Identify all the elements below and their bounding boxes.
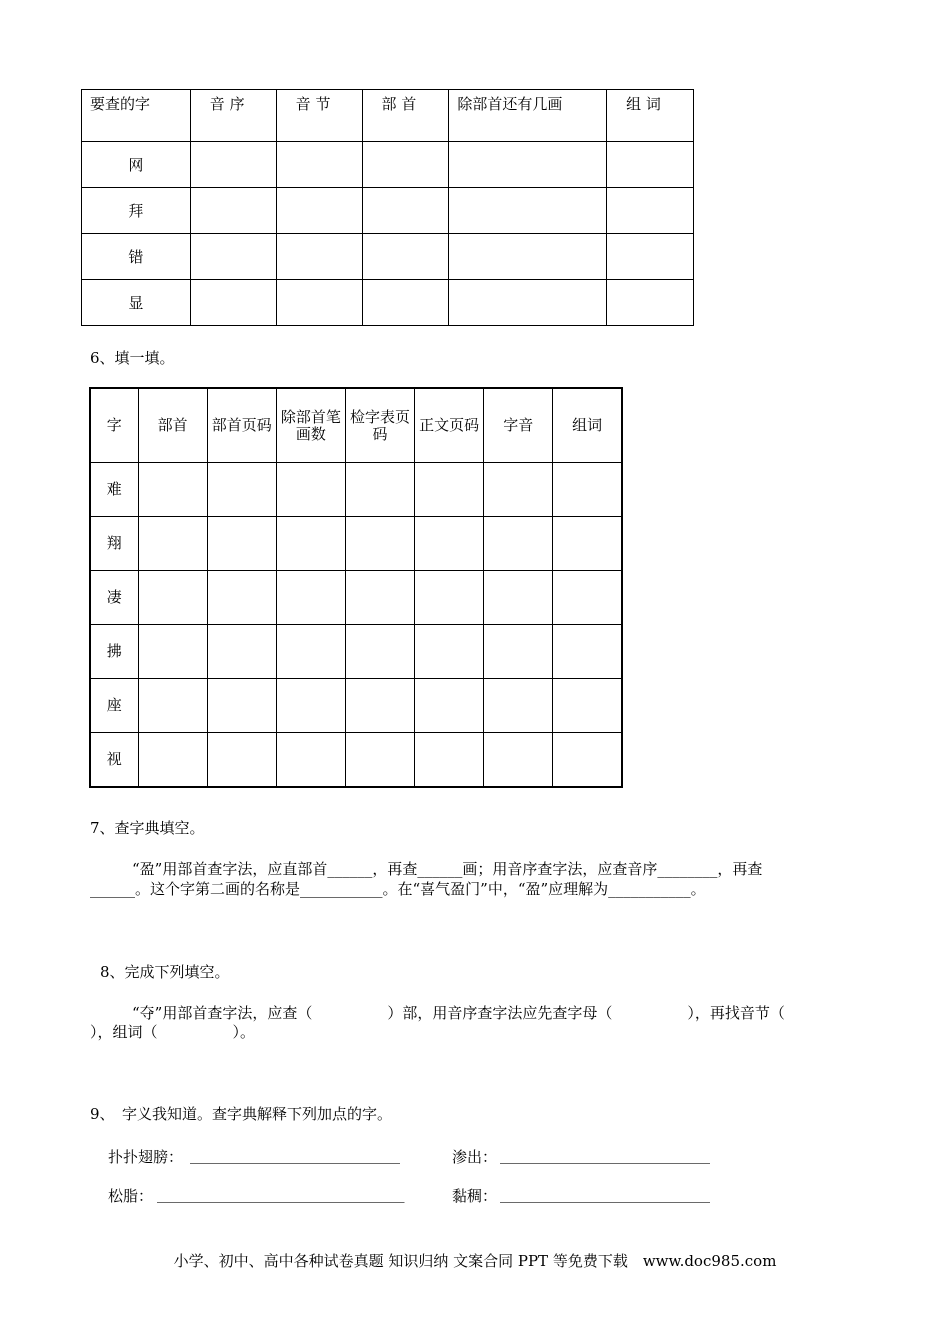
q9-item-label: 黏稠： xyxy=(452,1187,498,1205)
blank-cell[interactable] xyxy=(484,625,553,679)
header-cell: 检字表页码 xyxy=(345,388,414,463)
blank-cell[interactable] xyxy=(449,142,607,188)
blank-cell[interactable] xyxy=(415,625,484,679)
table-row xyxy=(90,463,622,517)
q6-title: 6、填一填。 xyxy=(90,349,175,367)
blank-cell[interactable] xyxy=(415,463,484,517)
header-cell: 部 首 xyxy=(362,90,449,142)
char-cell: 拜 xyxy=(82,188,191,234)
header-cell: 组词 xyxy=(553,388,622,463)
blank-cell[interactable] xyxy=(484,733,553,788)
q7-line-2: ______。这个字第二画的名称是___________。在“喜气盈门”中，“盈”应理解为___________。 xyxy=(90,880,706,898)
blank-cell[interactable] xyxy=(362,280,449,326)
blank-cell[interactable] xyxy=(276,733,345,788)
table-row xyxy=(82,142,694,188)
table-row xyxy=(90,517,622,571)
blank-cell[interactable] xyxy=(207,733,276,788)
blank-cell[interactable] xyxy=(276,188,362,234)
q7-line-1: “盈”用部首查字法，应直部首______，再查______画；用音序查字法，应查音序________，再查 xyxy=(132,860,763,878)
header-cell: 除部首笔画数 xyxy=(276,388,345,463)
q8-title: 8、完成下列填空。 xyxy=(100,963,230,981)
blank-cell[interactable] xyxy=(276,679,345,733)
blank-cell[interactable] xyxy=(138,625,207,679)
q9-answer-line[interactable]: _________________________________ xyxy=(157,1185,405,1203)
blank-cell[interactable] xyxy=(276,463,345,517)
blank-cell[interactable] xyxy=(276,142,362,188)
q7-title: 7、查字典填空。 xyxy=(90,819,205,837)
blank-cell[interactable] xyxy=(553,733,622,788)
blank-cell[interactable] xyxy=(207,517,276,571)
q9-answer-line[interactable]: ____________________________ xyxy=(500,1185,710,1203)
blank-cell[interactable] xyxy=(553,517,622,571)
blank-cell[interactable] xyxy=(276,571,345,625)
footer-text: 小学、初中、高中各种试卷真题 知识归纳 文案合同 PPT 等免费下载 www.doc985.com xyxy=(173,1252,777,1270)
table-row xyxy=(90,571,622,625)
char-cell: 网 xyxy=(82,142,191,188)
q8-line-2: ），组词（ ）。 xyxy=(90,1023,256,1041)
q9-answer-line[interactable]: ____________________________ xyxy=(190,1146,400,1164)
char-cell: 凄 xyxy=(90,571,138,625)
blank-cell[interactable] xyxy=(362,234,449,280)
header-cell: 正文页码 xyxy=(415,388,484,463)
blank-cell[interactable] xyxy=(138,733,207,788)
blank-cell[interactable] xyxy=(345,571,414,625)
blank-cell[interactable] xyxy=(553,463,622,517)
header-cell: 音 序 xyxy=(190,90,276,142)
blank-cell[interactable] xyxy=(276,625,345,679)
blank-cell[interactable] xyxy=(276,234,362,280)
char-cell: 错 xyxy=(82,234,191,280)
blank-cell[interactable] xyxy=(138,517,207,571)
header-cell: 除部首还有几画 xyxy=(449,90,607,142)
fill-in-table xyxy=(89,387,623,788)
blank-cell[interactable] xyxy=(484,571,553,625)
blank-cell[interactable] xyxy=(607,280,694,326)
table-header-row xyxy=(90,388,622,463)
blank-cell[interactable] xyxy=(362,188,449,234)
blank-cell[interactable] xyxy=(553,625,622,679)
q9-item-label: 渗出： xyxy=(452,1148,498,1166)
header-cell: 音 节 xyxy=(276,90,362,142)
blank-cell[interactable] xyxy=(449,234,607,280)
char-cell: 翔 xyxy=(90,517,138,571)
header-cell: 部首 xyxy=(138,388,207,463)
header-cell: 字 xyxy=(90,388,138,463)
q9-title: 9、 字义我知道。查字典解释下列加点的字。 xyxy=(90,1105,393,1123)
table-header-row xyxy=(82,90,694,142)
char-cell: 拂 xyxy=(90,625,138,679)
blank-cell[interactable] xyxy=(362,142,449,188)
blank-cell[interactable] xyxy=(415,733,484,788)
blank-cell[interactable] xyxy=(138,463,207,517)
table-row xyxy=(82,234,694,280)
blank-cell[interactable] xyxy=(484,517,553,571)
q8-line-1: “夺”用部首查字法，应查（ ）部，用音序查字法应先查字母（ ），再找音节（ xyxy=(132,1004,785,1022)
blank-cell[interactable] xyxy=(553,679,622,733)
blank-cell[interactable] xyxy=(276,280,362,326)
header-cell: 部首页码 xyxy=(207,388,276,463)
table-row xyxy=(82,188,694,234)
blank-cell[interactable] xyxy=(190,280,276,326)
blank-cell[interactable] xyxy=(207,463,276,517)
blank-cell[interactable] xyxy=(415,517,484,571)
table-row xyxy=(82,280,694,326)
blank-cell[interactable] xyxy=(607,234,694,280)
blank-cell[interactable] xyxy=(207,571,276,625)
lookup-table xyxy=(81,89,694,326)
char-cell: 视 xyxy=(90,733,138,788)
q9-answer-line[interactable]: ____________________________ xyxy=(500,1146,710,1164)
blank-cell[interactable] xyxy=(345,679,414,733)
blank-cell[interactable] xyxy=(553,571,622,625)
blank-cell[interactable] xyxy=(345,733,414,788)
blank-cell[interactable] xyxy=(484,679,553,733)
header-cell: 字音 xyxy=(484,388,553,463)
blank-cell[interactable] xyxy=(345,625,414,679)
char-cell: 座 xyxy=(90,679,138,733)
blank-cell[interactable] xyxy=(138,571,207,625)
blank-cell[interactable] xyxy=(207,625,276,679)
q9-item-label: 松脂： xyxy=(108,1187,154,1205)
blank-cell[interactable] xyxy=(345,517,414,571)
blank-cell[interactable] xyxy=(449,188,607,234)
blank-cell[interactable] xyxy=(415,679,484,733)
table-row xyxy=(90,625,622,679)
blank-cell[interactable] xyxy=(190,234,276,280)
blank-cell[interactable] xyxy=(276,517,345,571)
char-cell: 难 xyxy=(90,463,138,517)
blank-cell[interactable] xyxy=(449,280,607,326)
blank-cell[interactable] xyxy=(190,142,276,188)
blank-cell[interactable] xyxy=(607,142,694,188)
blank-cell[interactable] xyxy=(345,463,414,517)
char-cell: 显 xyxy=(82,280,191,326)
blank-cell[interactable] xyxy=(484,463,553,517)
q9-item-label: 扑扑翅膀： xyxy=(108,1148,184,1166)
blank-cell[interactable] xyxy=(607,188,694,234)
header-cell: 要查的字 xyxy=(82,90,191,142)
blank-cell[interactable] xyxy=(138,679,207,733)
blank-cell[interactable] xyxy=(415,571,484,625)
blank-cell[interactable] xyxy=(207,679,276,733)
table-row xyxy=(90,733,622,788)
header-cell: 组 词 xyxy=(607,90,694,142)
blank-cell[interactable] xyxy=(190,188,276,234)
table-row xyxy=(90,679,622,733)
